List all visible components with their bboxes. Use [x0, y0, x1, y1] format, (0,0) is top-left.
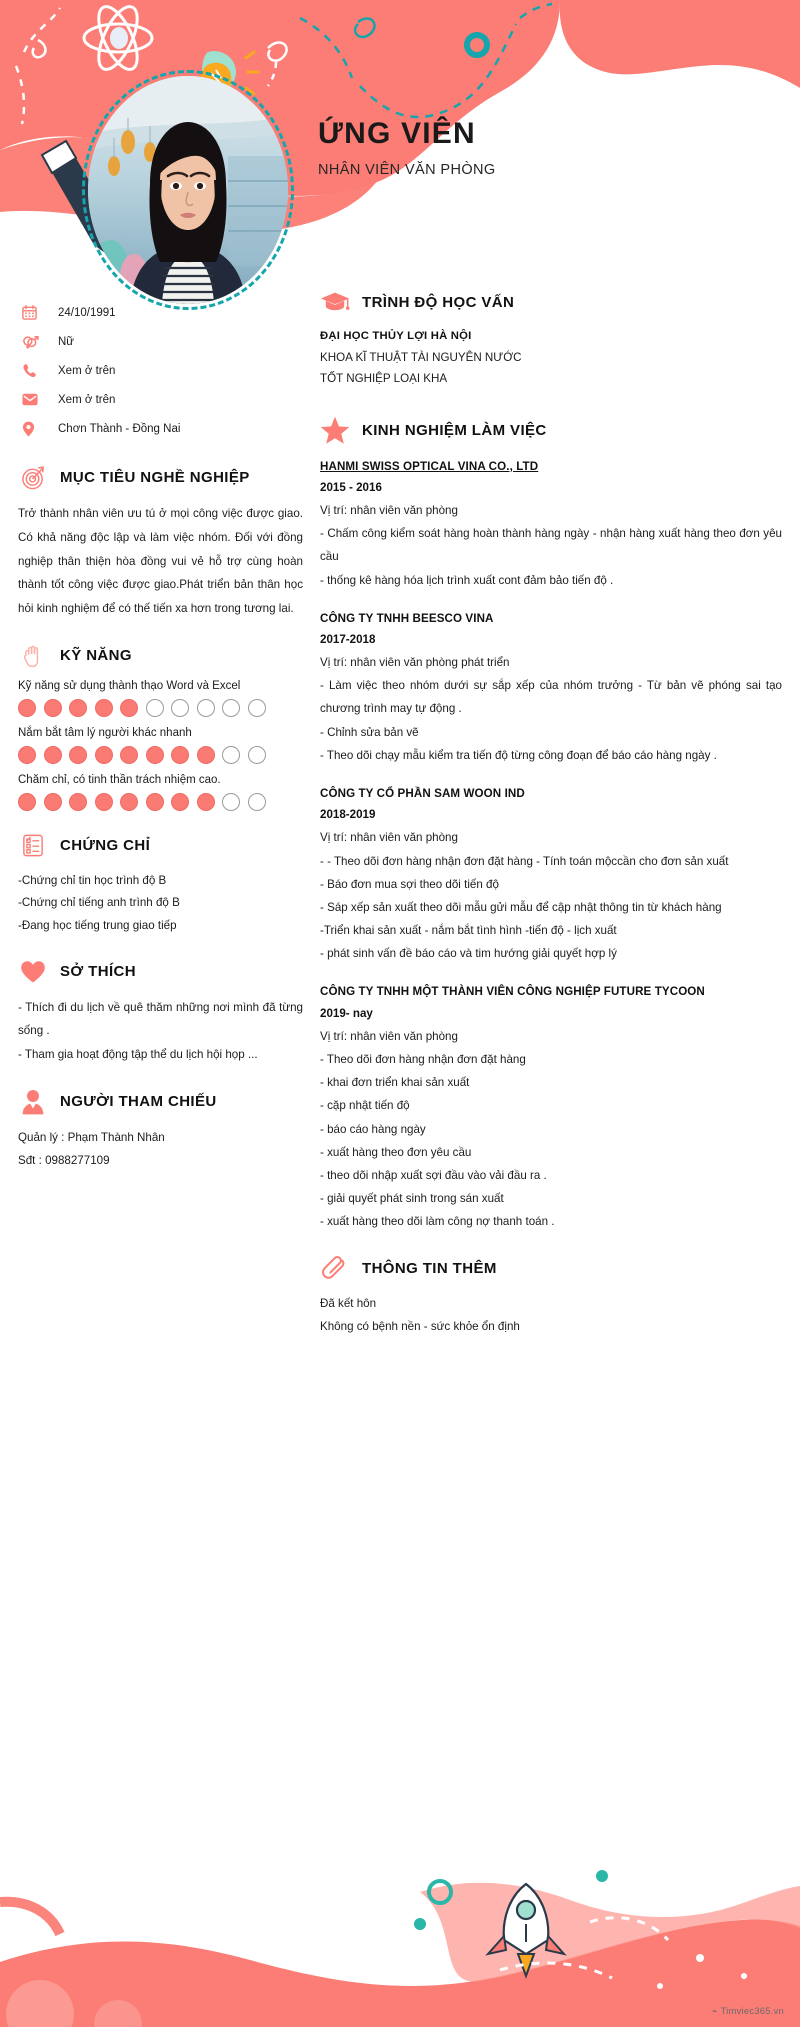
- list-item: Đã kết hôn: [320, 1297, 377, 1311]
- skill-dot: [248, 746, 266, 764]
- skill-dot: [44, 793, 62, 811]
- job-position: Vị trí: nhân viên văn phòng: [320, 831, 458, 845]
- skill-dot: [146, 699, 164, 717]
- list-item: Quản lý : Phạm Thành Nhân: [18, 1130, 165, 1144]
- skill-dot: [222, 699, 240, 717]
- hand-icon: [18, 643, 48, 668]
- person-icon: [18, 1089, 48, 1115]
- section-header-objective: [18, 465, 303, 490]
- experience-item: [320, 982, 782, 1233]
- section-header-skills: [18, 643, 303, 668]
- skill-label: Kỹ năng sử dụng thành thạo Word và Excel: [18, 679, 241, 692]
- skill-label: Nắm bắt tâm lý người khác nhanh: [18, 726, 192, 739]
- job-bullet: - - Theo dõi đơn hàng nhận đơn đặt hàng - Tính toán mộccần cho đơn sản xuất: [320, 854, 729, 868]
- education-entry: [320, 326, 782, 390]
- gender-icon: [22, 334, 48, 350]
- contact-value: Xem ở trên: [58, 364, 116, 377]
- contact-value: 24/10/1991: [58, 306, 116, 319]
- job-company: CÔNG TY TNHH MỘT THÀNH VIÊN CÔNG NGHIỆP FUTURE TYCOON: [320, 985, 705, 999]
- job-bullet: - phát sinh vấn đề báo cáo và tim hướng giải quyết hợp lý: [320, 947, 617, 961]
- skill-item: [18, 774, 303, 811]
- job-company: HANMI SWISS OPTICAL VINA CO., LTD: [320, 459, 539, 473]
- education-result: TỐT NGHIỆP LOẠI KHA: [320, 372, 448, 386]
- email-icon: [22, 393, 48, 406]
- skill-dot: [69, 793, 87, 811]
- job-bullet: - cặp nhật tiến độ: [320, 1099, 410, 1113]
- contact-item-email: [18, 385, 303, 414]
- skill-dot: [171, 746, 189, 764]
- contact-item-gender: [18, 327, 303, 356]
- section-header-education: [320, 290, 782, 314]
- section-header-hobbies: [18, 960, 303, 984]
- section-title: CHỨNG CHỈ: [60, 836, 151, 854]
- name-block: [318, 117, 496, 178]
- additional-list: [320, 1293, 782, 1338]
- job-position: Vị trí: nhân viên văn phòng: [320, 504, 458, 518]
- paperclip-icon: [320, 1255, 350, 1281]
- contact-value: Xem ở trên: [58, 393, 116, 406]
- section-header-experience: [320, 416, 782, 445]
- job-title: NHÂN VIÊN VĂN PHÒNG: [318, 162, 496, 178]
- skills-list: [18, 680, 303, 811]
- job-company: CÔNG TY TNHH BEESCO VINA: [320, 611, 494, 625]
- calendar-icon: [22, 305, 48, 320]
- section-header-additional: [320, 1255, 782, 1281]
- job-bullet: - Chấm công kiểm soát hàng hoàn thành hàng ngày - nhận hàng xuất hàng theo đơn yêu cầu: [320, 527, 782, 564]
- job-years: 2018-2019: [320, 808, 376, 822]
- page-title: ỨNG VIÊN: [318, 117, 476, 150]
- skill-dot: [197, 699, 215, 717]
- skill-dot: [120, 699, 138, 717]
- job-bullet: - Làm việc theo nhóm dưới sự sắp xếp của nhóm trưởng - Từ bản vẽ phóng sai tạo chương trình may tự động .: [320, 679, 782, 716]
- section-title: KỸ NĂNG: [60, 646, 132, 664]
- list-item: Sđt : 0988277109: [18, 1153, 110, 1167]
- skill-dot: [95, 746, 113, 764]
- skill-dot: [222, 746, 240, 764]
- skill-dot: [95, 699, 113, 717]
- objective-text: Trở thành nhân viên ưu tú ở mọi công việc được giao. Có khả năng độc lập và làm việc nhóm. Đối với đồng nghiệp thân thiện hòa đồng vui vẻ hỗ trợ cùng hoàn thành tốt công việc được giao.Phát triển bản thân học hỏi kinh nghiệm để có thế tiến xa hơn trong tương lai.: [18, 507, 303, 616]
- job-company: CÔNG TY CỔ PHẦN SAM WOON IND: [320, 787, 525, 801]
- skill-dot: [197, 793, 215, 811]
- skill-dot: [120, 746, 138, 764]
- section-title: KINH NGHIỆM LÀM VIỆC: [362, 421, 547, 439]
- contact-item-phone: [18, 356, 303, 385]
- brand-watermark: [712, 2006, 784, 2017]
- experience-list: [320, 457, 782, 1234]
- heart-icon: [18, 960, 48, 984]
- list-item: -Chứng chỉ tin học trình độ B: [18, 873, 167, 887]
- job-bullet: - Chỉnh sửa bản vẽ: [320, 725, 419, 739]
- skill-dot: [18, 746, 36, 764]
- education-school: ĐẠI HỌC THỦY LỢI HÀ NỘI: [320, 330, 472, 342]
- skill-rating: [18, 793, 303, 811]
- job-bullet: - báo cáo hàng ngày: [320, 1122, 426, 1136]
- skill-item: [18, 727, 303, 764]
- avatar-photo: [88, 76, 288, 304]
- list-item: -Đang học tiếng trung giao tiếp: [18, 919, 177, 933]
- education-major: KHOA KĨ THUẬT TÀI NGUYÊN NƯỚC: [320, 350, 522, 364]
- skill-dot: [171, 699, 189, 717]
- section-header-certificates: [18, 833, 303, 858]
- job-position: Vị trí: nhân viên văn phòng: [320, 1029, 458, 1043]
- skill-label: Chăm chỉ, có tinh thần trách nhiệm cao.: [18, 773, 221, 786]
- checklist-icon: [18, 833, 48, 858]
- job-years: 2017-2018: [320, 633, 376, 647]
- skill-item: [18, 680, 303, 717]
- list-item: - Thích đi du lịch về quê thăm những nơi mình đã từng sống .: [18, 1000, 303, 1038]
- job-years: 2019- nay: [320, 1006, 373, 1020]
- list-item: Không có bệnh nền - sức khỏe ổn định: [320, 1320, 520, 1334]
- skill-dot: [69, 746, 87, 764]
- job-bullet: - giải quyết phát sinh trong sán xuất: [320, 1192, 504, 1206]
- section-title: TRÌNH ĐỘ HỌC VẤN: [362, 293, 515, 311]
- job-bullet: - thống kê hàng hóa lịch trình xuất cont đảm bảo tiến độ .: [320, 573, 614, 587]
- skill-dot: [146, 793, 164, 811]
- section-title: THÔNG TIN THÊM: [362, 1259, 497, 1277]
- skill-dot: [18, 793, 36, 811]
- graduation-cap-icon: [320, 290, 350, 314]
- brand-text: Timviec365.vn: [720, 2006, 784, 2017]
- brand-icon: ⌁: [711, 2006, 721, 2017]
- skill-dot: [146, 746, 164, 764]
- skill-rating: [18, 699, 303, 717]
- skill-rating: [18, 746, 303, 764]
- skill-dot: [18, 699, 36, 717]
- experience-item: [320, 609, 782, 767]
- job-bullet: - Theo dõi đơn hàng nhận đơn đặt hàng: [320, 1052, 526, 1066]
- job-position: Vị trí: nhân viên văn phòng phát triển: [320, 656, 510, 670]
- contact-item-location: [18, 414, 303, 443]
- reference-list: [18, 1127, 303, 1172]
- list-item: -Chứng chỉ tiếng anh trình độ B: [18, 896, 180, 910]
- job-bullet: -Triển khai sản xuất - nắm bắt tình hình -tiến độ - lịch xuất: [320, 924, 617, 938]
- skill-dot: [120, 793, 138, 811]
- job-years: 2015 - 2016: [320, 481, 382, 495]
- location-icon: [22, 421, 48, 437]
- section-title: SỞ THÍCH: [60, 963, 136, 981]
- main-column: [320, 288, 782, 1339]
- skill-dot: [171, 793, 189, 811]
- experience-item: [320, 784, 782, 965]
- job-bullet: - khai đơn triển khai sản xuất: [320, 1076, 470, 1090]
- job-bullet: - xuất hàng theo dõi làm công nợ thanh toán .: [320, 1215, 555, 1229]
- contact-value: Nữ: [58, 335, 75, 348]
- certificates-list: [18, 870, 303, 938]
- job-bullet: - Sáp xếp sản xuất theo dõi mẫu gửi mẫu để cập nhật thông tin từ khách hàng: [320, 900, 722, 914]
- hobbies-list: [18, 996, 303, 1067]
- job-bullet: - theo dõi nhập xuất sợi đầu vào vải đầu ra .: [320, 1168, 547, 1182]
- job-bullet: - xuất hàng theo đơn yêu cầu: [320, 1145, 472, 1159]
- sidebar: [18, 288, 303, 1172]
- contact-list: [18, 298, 303, 443]
- job-bullet: - Báo đơn mua sợi theo dõi tiến độ: [320, 877, 499, 891]
- skill-dot: [69, 699, 87, 717]
- list-item: - Tham gia hoạt động tập thể du lịch hội họp ...: [18, 1048, 258, 1062]
- target-icon: [18, 465, 48, 490]
- section-title: MỤC TIÊU NGHỀ NGHIỆP: [60, 469, 250, 486]
- skill-dot: [197, 746, 215, 764]
- phone-icon: [22, 363, 48, 378]
- section-header-reference: [18, 1089, 303, 1115]
- section-title: NGƯỜI THAM CHIẾU: [60, 1093, 217, 1111]
- skill-dot: [248, 793, 266, 811]
- skill-dot: [44, 746, 62, 764]
- experience-item: [320, 457, 782, 592]
- contact-value: Chơn Thành - Đồng Nai: [58, 422, 181, 435]
- skill-dot: [248, 699, 266, 717]
- skill-dot: [95, 793, 113, 811]
- star-icon: [320, 416, 350, 445]
- avatar: [88, 76, 288, 304]
- footer-decoration: [0, 1772, 800, 2027]
- job-bullet: - Theo dõi chạy mẫu kiểm tra tiến độ từng công đoạn để báo cáo hàng ngày .: [320, 748, 717, 762]
- skill-dot: [222, 793, 240, 811]
- skill-dot: [44, 699, 62, 717]
